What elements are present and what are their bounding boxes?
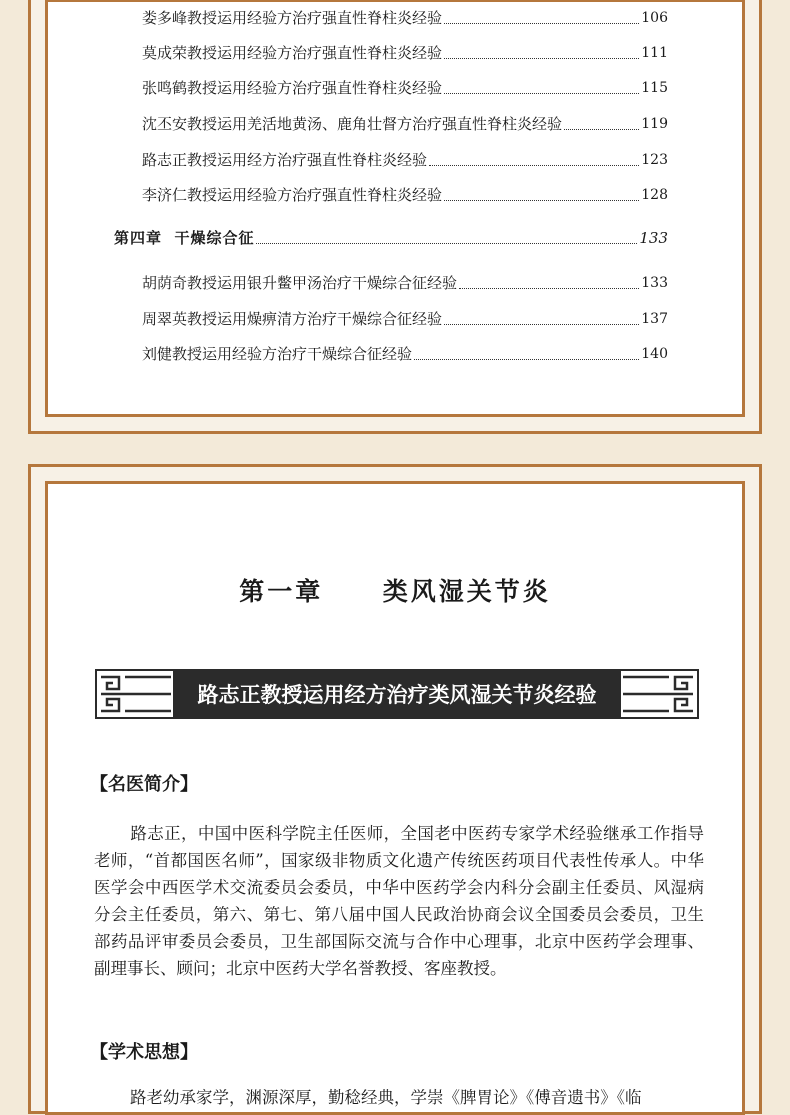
toc-page-frame — [28, 0, 762, 434]
thought-paragraph — [94, 1084, 704, 1111]
toc-entry[interactable] — [142, 8, 668, 28]
toc-entry-title: 刘健教授运用经验方治疗干燥综合征经验 — [142, 345, 413, 363]
toc-entry-title: 莫成荣教授运用经验方治疗强直性脊柱炎经验 — [142, 44, 443, 62]
toc-chapter-title: 第四章 干燥综合征 — [114, 229, 255, 247]
section-heading-intro: 【名医简介】 — [90, 774, 198, 795]
toc-entry[interactable] — [142, 185, 668, 205]
toc-entry[interactable] — [142, 114, 668, 134]
toc-entry-title: 周翠英教授运用燥痹清方治疗干燥综合征经验 — [142, 310, 443, 328]
toc-leader-dots — [444, 323, 639, 325]
toc-leader-dots — [444, 57, 639, 59]
toc-entry-page: 140 — [641, 346, 668, 362]
toc-entry[interactable] — [142, 344, 668, 364]
toc-entry-page: 123 — [641, 152, 668, 168]
toc-leader-dots — [564, 128, 639, 130]
section-banner-title: 路志正教授运用经方治疗类风湿关节炎经验 — [197, 682, 597, 707]
toc-entry-title: 沈丕安教授运用羌活地黄汤、鹿角壮督方治疗强直性脊柱炎经验 — [142, 115, 563, 133]
toc-leader-dots — [256, 242, 637, 244]
fret-pattern-icon — [97, 671, 173, 717]
toc-entry-title: 娄多峰教授运用经验方治疗强直性脊柱炎经验 — [142, 9, 443, 27]
fret-ornament-left — [95, 669, 175, 719]
toc-entry[interactable] — [142, 273, 668, 293]
toc-entry-title: 张鸣鹤教授运用经验方治疗强直性脊柱炎经验 — [142, 79, 443, 97]
toc-entry-title: 李济仁教授运用经验方治疗强直性脊柱炎经验 — [142, 186, 443, 204]
toc-leader-dots — [459, 287, 639, 289]
toc-entry-page: 111 — [641, 45, 668, 61]
toc-entry-page: 128 — [641, 187, 668, 203]
section-banner — [95, 669, 699, 719]
fret-pattern-icon — [621, 671, 697, 717]
toc-entry-page: 137 — [641, 311, 668, 327]
toc-leader-dots — [429, 164, 639, 166]
toc-entry-page: 133 — [641, 275, 668, 291]
toc-entry-page: 106 — [641, 10, 668, 26]
toc-chapter-page: 133 — [639, 229, 668, 247]
toc-leader-dots — [444, 92, 639, 94]
toc-entry-title: 胡荫奇教授运用银升鳖甲汤治疗干燥综合征经验 — [142, 274, 458, 292]
toc-entry-page: 115 — [641, 80, 668, 96]
toc-entry[interactable] — [142, 43, 668, 63]
section-heading-thought: 【学术思想】 — [90, 1042, 198, 1063]
fret-ornament-right — [619, 669, 699, 719]
toc-entry[interactable] — [142, 150, 668, 170]
thought-paragraph-text: 路老幼承家学，渊源深厚，勤稔经典，学崇《脾胃论》《傅音遗书》《临 — [130, 1088, 642, 1107]
toc-leader-dots — [414, 358, 639, 360]
toc-entry[interactable] — [142, 78, 668, 98]
intro-paragraph — [94, 820, 704, 982]
toc-leader-dots — [444, 22, 639, 24]
toc-leader-dots — [444, 199, 639, 201]
toc-entry-title: 路志正教授运用经方治疗强直性脊柱炎经验 — [142, 151, 428, 169]
toc-entry-page: 119 — [641, 116, 668, 132]
chapter-title: 第一章 类风湿关节炎 — [239, 577, 551, 606]
toc-entry[interactable] — [142, 309, 668, 329]
intro-paragraph-text: 路志正，中国中医科学院主任医师，全国老中医药专家学术经验继承工作指导老师，“首都国医名师”，国家级非物质文化遗产传统医药项目代表性传承人。中华医学会中西医学术交流委员会委员，中华中医药学会内科分会副主任委员、风湿病分会主任委员，第六、第七、第八届中国人民政治协商会议全国委员会委员，卫生部药品评审委员会委员，卫生部国际交流与合作中心理事，北京中医药学会理事、副理事长、顾问；北京中医药大学名誉教授、客座教授。 — [94, 824, 704, 978]
toc-chapter-entry[interactable] — [114, 228, 668, 248]
